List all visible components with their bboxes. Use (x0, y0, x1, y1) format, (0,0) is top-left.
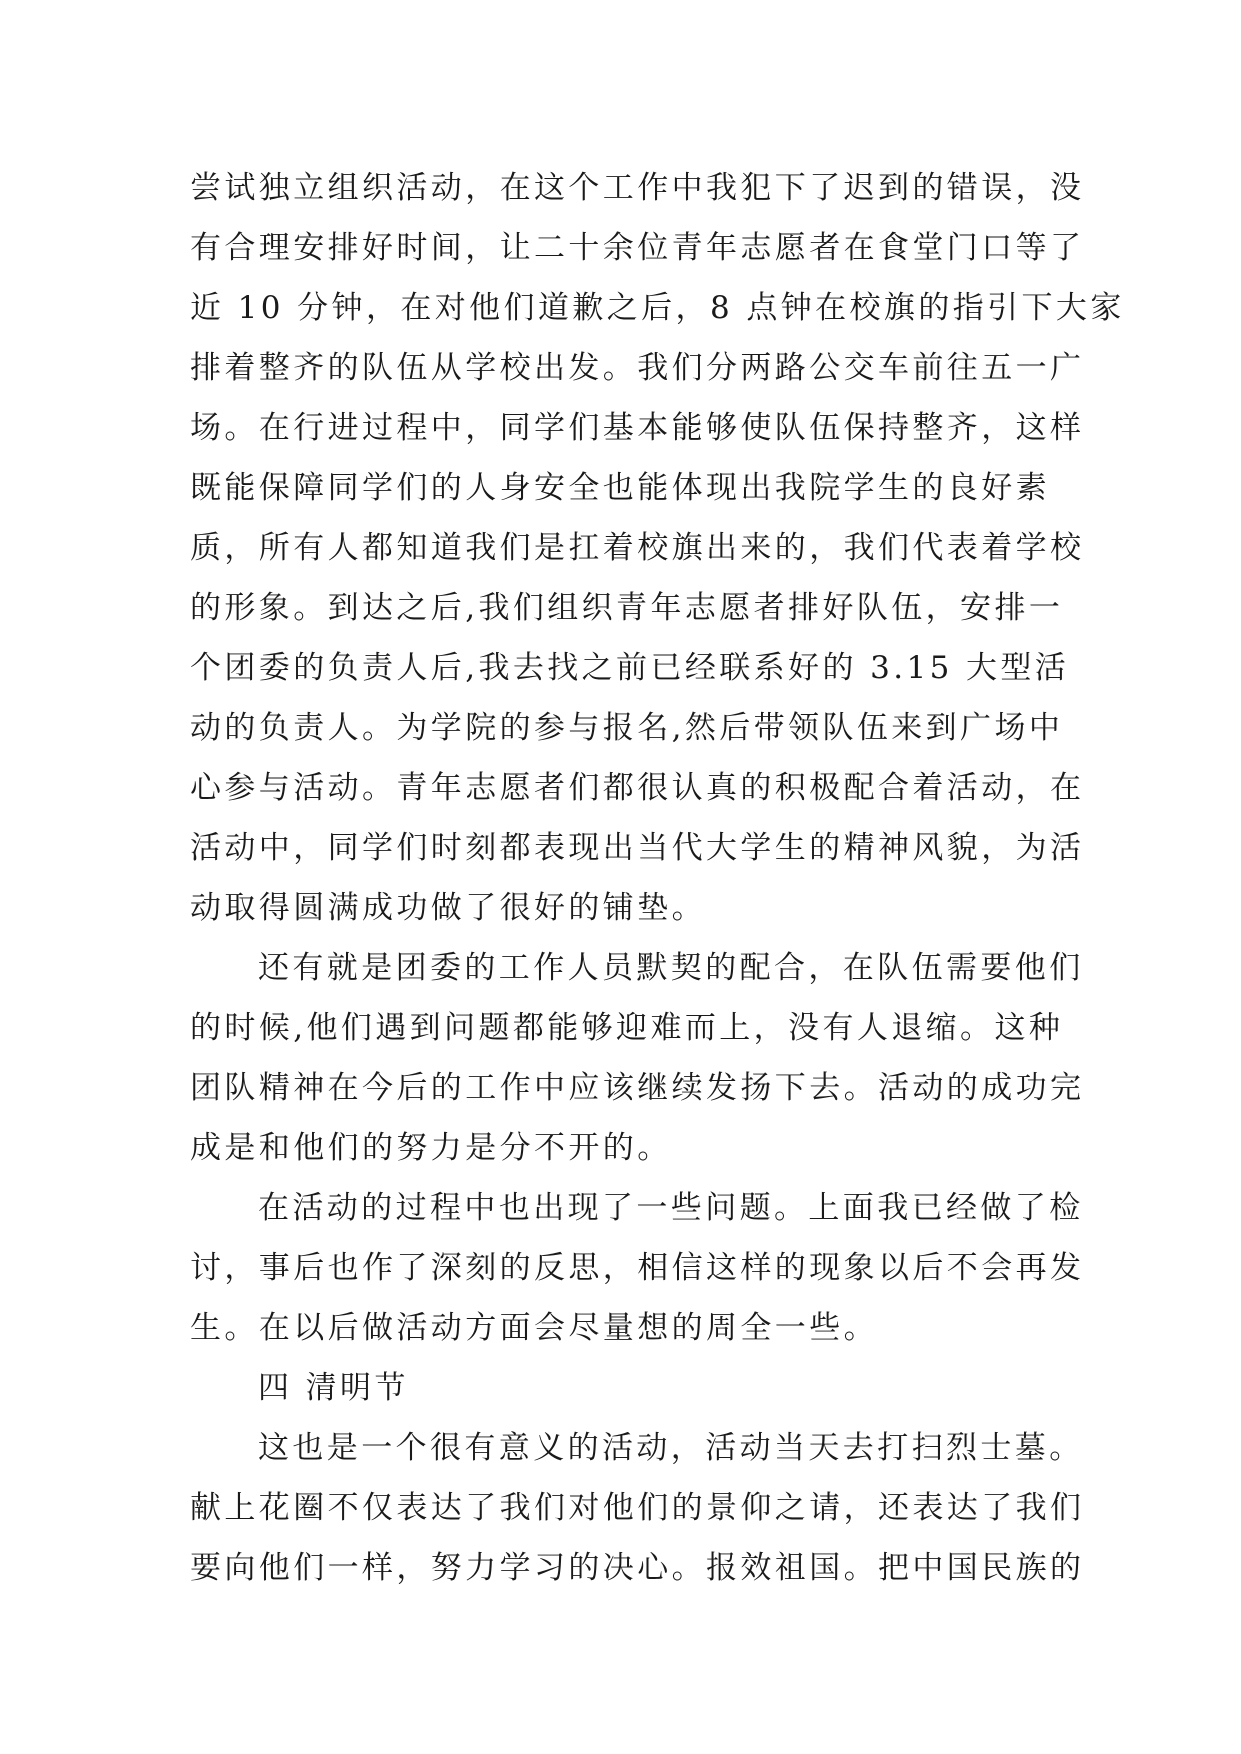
text-line: 还有就是团委的工作人员默契的配合，在队伍需要他们 (258, 950, 1084, 986)
text-line: 成是和他们的努力是分不开的。 (190, 1130, 672, 1166)
text-line: 个团委的负责人后,我去找之前已经联系好的 3.15 大型活 (190, 650, 1070, 686)
text-line: 尝试独立组织活动，在这个工作中我犯下了迟到的错误，没 (190, 170, 1085, 206)
text-line: 有合理安排好时间，让二十余位青年志愿者在食堂门口等了 (190, 230, 1085, 266)
section-heading: 四 清明节 (258, 1370, 409, 1406)
text-line: 场。在行进过程中，同学们基本能够使队伍保持整齐，这样 (190, 410, 1085, 446)
text-line: 的形象。到达之后,我们组织青年志愿者排好队伍，安排一 (190, 590, 1064, 626)
text-line: 团队精神在今后的工作中应该继续发扬下去。活动的成功完 (190, 1070, 1085, 1106)
text-line: 要向他们一样，努力学习的决心。报效祖国。把中国民族的 (190, 1550, 1085, 1586)
text-line: 生。在以后做活动方面会尽量想的周全一些。 (190, 1310, 878, 1346)
text-line: 既能保障同学们的人身安全也能体现出我院学生的良好素 (190, 470, 1050, 506)
text-line: 献上花圈不仅表达了我们对他们的景仰之请，还表达了我们 (190, 1490, 1085, 1526)
text-line: 讨，事后也作了深刻的反思，相信这样的现象以后不会再发 (190, 1250, 1085, 1286)
text-line: 动的负责人。为学院的参与报名,然后带领队伍来到广场中 (190, 710, 1064, 746)
text-line: 动取得圆满成功做了很好的铺垫。 (190, 890, 706, 926)
text-line: 排着整齐的队伍从学校出发。我们分两路公交车前往五一广 (190, 350, 1085, 386)
body-text (190, 158, 1125, 1598)
text-line: 的时候,他们遇到问题都能够迎难而上，没有人退缩。这种 (190, 1010, 1064, 1046)
text-line: 心参与活动。青年志愿者们都很认真的积极配合着活动，在 (190, 770, 1085, 806)
text-line: 这也是一个很有意义的活动，活动当天去打扫烈士墓。 (258, 1430, 1084, 1466)
text-line: 近 10 分钟，在对他们道歉之后，8 点钟在校旗的指引下大家 (190, 290, 1125, 326)
text-line: 在活动的过程中也出现了一些问题。上面我已经做了检 (258, 1190, 1084, 1226)
text-line: 质，所有人都知道我们是扛着校旗出来的，我们代表着学校 (190, 530, 1085, 566)
text-line: 活动中，同学们时刻都表现出当代大学生的精神风貌，为活 (190, 830, 1085, 866)
